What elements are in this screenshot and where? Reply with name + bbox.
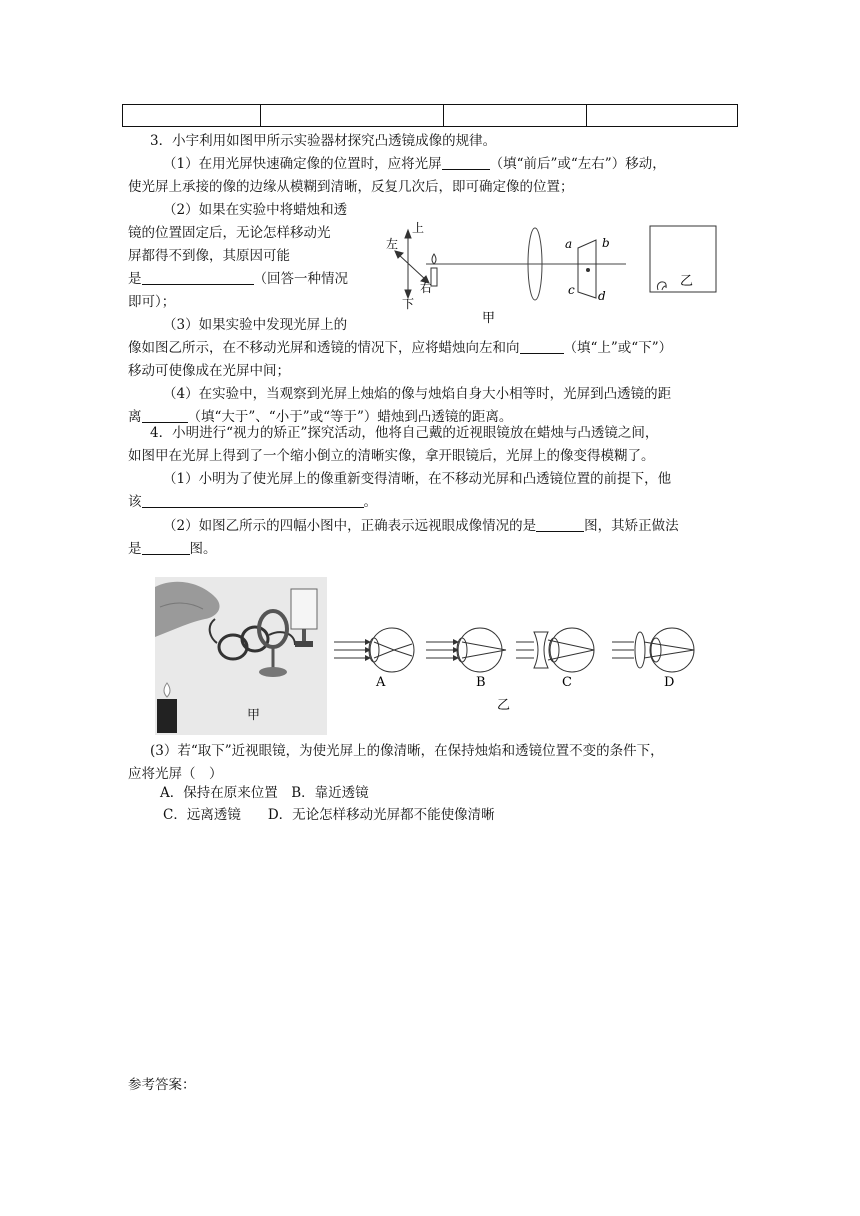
label-D: D <box>664 675 675 690</box>
label-right: 右 <box>420 281 433 295</box>
table-cell <box>444 105 587 127</box>
answer-label: 参考答案： <box>128 1077 196 1093</box>
top-table-fragment <box>122 104 738 127</box>
q3-part2-l5: 即可）； <box>128 294 176 310</box>
q3-part2-l2: 镜的位置固定后，无论怎样移动光 <box>128 225 331 241</box>
label-a: a <box>565 237 573 251</box>
option-c[interactable]: C．远离透镜 <box>163 807 241 823</box>
blank[interactable] <box>142 493 364 508</box>
q4-stem-l2: 如图甲在光屏上得到了一个缩小倒立的清晰实像，拿开眼镜后，光屏上的像变得模糊了。 <box>128 448 655 464</box>
label-down: 下 <box>402 297 415 311</box>
q3-part3-l1: （3）如果实验中发现光屏上的 <box>163 317 348 333</box>
label-left: 左 <box>386 237 399 251</box>
eye-diagram-c <box>516 628 594 672</box>
q4-part1-l2: 该 。 <box>128 494 377 510</box>
q3-part2-l3: 屏都得不到像，其原因可能 <box>128 248 290 264</box>
label-jia-photo: 甲 <box>247 708 261 723</box>
q3-part1-cont: 使光屏上承接的像的边缘从模糊到清晰，反复几次后，即可确定像的位置； <box>128 179 574 195</box>
q4-part3-l1: (3）若“取下”近视眼镜，为使光屏上的像清晰，在保持烛焰和透镜位置不变的条件下， <box>150 743 664 759</box>
q4-options-row1 <box>160 782 720 805</box>
blank[interactable] <box>536 517 584 532</box>
eye-diagram-a <box>334 628 414 672</box>
label-C: C <box>562 675 572 690</box>
option-d[interactable]: D．无论怎样移动光屏都不能使像清晰 <box>267 807 495 823</box>
q4-stem-l1: 4．小明进行“视力的矫正”探究活动，他将自己戴的近视眼镜放在蜡烛与凸透镜之间， <box>150 425 659 441</box>
flame-shape <box>432 254 436 264</box>
label-B: B <box>476 675 486 690</box>
eye-diagram-b <box>426 628 506 672</box>
blank[interactable] <box>442 155 490 170</box>
label-yi-eyes: 乙 <box>497 698 511 712</box>
blank[interactable] <box>142 540 190 555</box>
eye-diagram-d <box>612 628 694 672</box>
table-cell <box>261 105 444 127</box>
q4-eye-figures <box>330 620 722 712</box>
blank[interactable] <box>142 270 254 285</box>
table-cell <box>587 105 738 127</box>
q4-part2-l2: 是 图。 <box>128 541 217 557</box>
blank[interactable] <box>142 408 188 423</box>
q3-stem: 3．小宇利用如图甲所示实验器材探究凸透镜成像的规律。 <box>150 133 497 149</box>
label-yi: 乙 <box>680 274 694 289</box>
label-b: b <box>602 236 610 250</box>
option-b[interactable]: B．靠近透镜 <box>291 785 369 801</box>
q4-options-row2 <box>163 804 723 827</box>
table-cell <box>123 105 261 127</box>
label-up: 上 <box>412 221 425 235</box>
screen-shape <box>291 589 317 629</box>
blank[interactable] <box>520 339 564 354</box>
q4-photo-figure <box>155 577 327 735</box>
q3-part3-l3: 移动可使像成在光屏中间； <box>128 363 290 379</box>
label-c: c <box>568 283 575 297</box>
q3-part4-l1: （4）在实验中，当观察到光屏上烛焰的像与烛焰自身大小相等时，光屏到凸透镜的距 <box>163 386 672 402</box>
candle-photo-shape <box>157 699 177 733</box>
q4-part1-l1: （1）小明为了使光屏上的像重新变得清晰，在不移动光屏和凸透镜位置的前提下，他 <box>163 471 672 487</box>
q3-part3-l2: 像如图乙所示，在不移动光屏和透镜的情况下，应将蜡烛向左和向 （填“上”或“下”） <box>128 340 673 356</box>
label-d: d <box>598 289 606 303</box>
q4-part2-l1: （2）如图乙所示的四幅小图中，正确表示远视眼成像情况的是 图，其矫正做法 <box>163 518 679 534</box>
q3-part2-l4: 是 （回答一种情况 <box>128 271 348 287</box>
image-dot <box>586 268 590 272</box>
q3-figure <box>378 212 740 324</box>
label-jia: 甲 <box>482 311 496 324</box>
q3-part1: （1）在用光屏快速确定像的位置时，应将光屏 （填“前后”或“左右”）移动， <box>163 156 666 172</box>
label-A: A <box>376 675 386 690</box>
q4-part3-l2: 应将光屏（ ） <box>128 766 223 782</box>
q3-part4-l2: 离 （填“大于”、“小于”或“等于”）蜡烛到凸透镜的距离。 <box>128 409 513 425</box>
option-a[interactable]: A．保持在原来位置 <box>160 785 278 801</box>
flame-image-shape <box>657 282 666 290</box>
q3-part2-l1: （2）如果在实验中将蜡烛和透 <box>163 202 348 218</box>
